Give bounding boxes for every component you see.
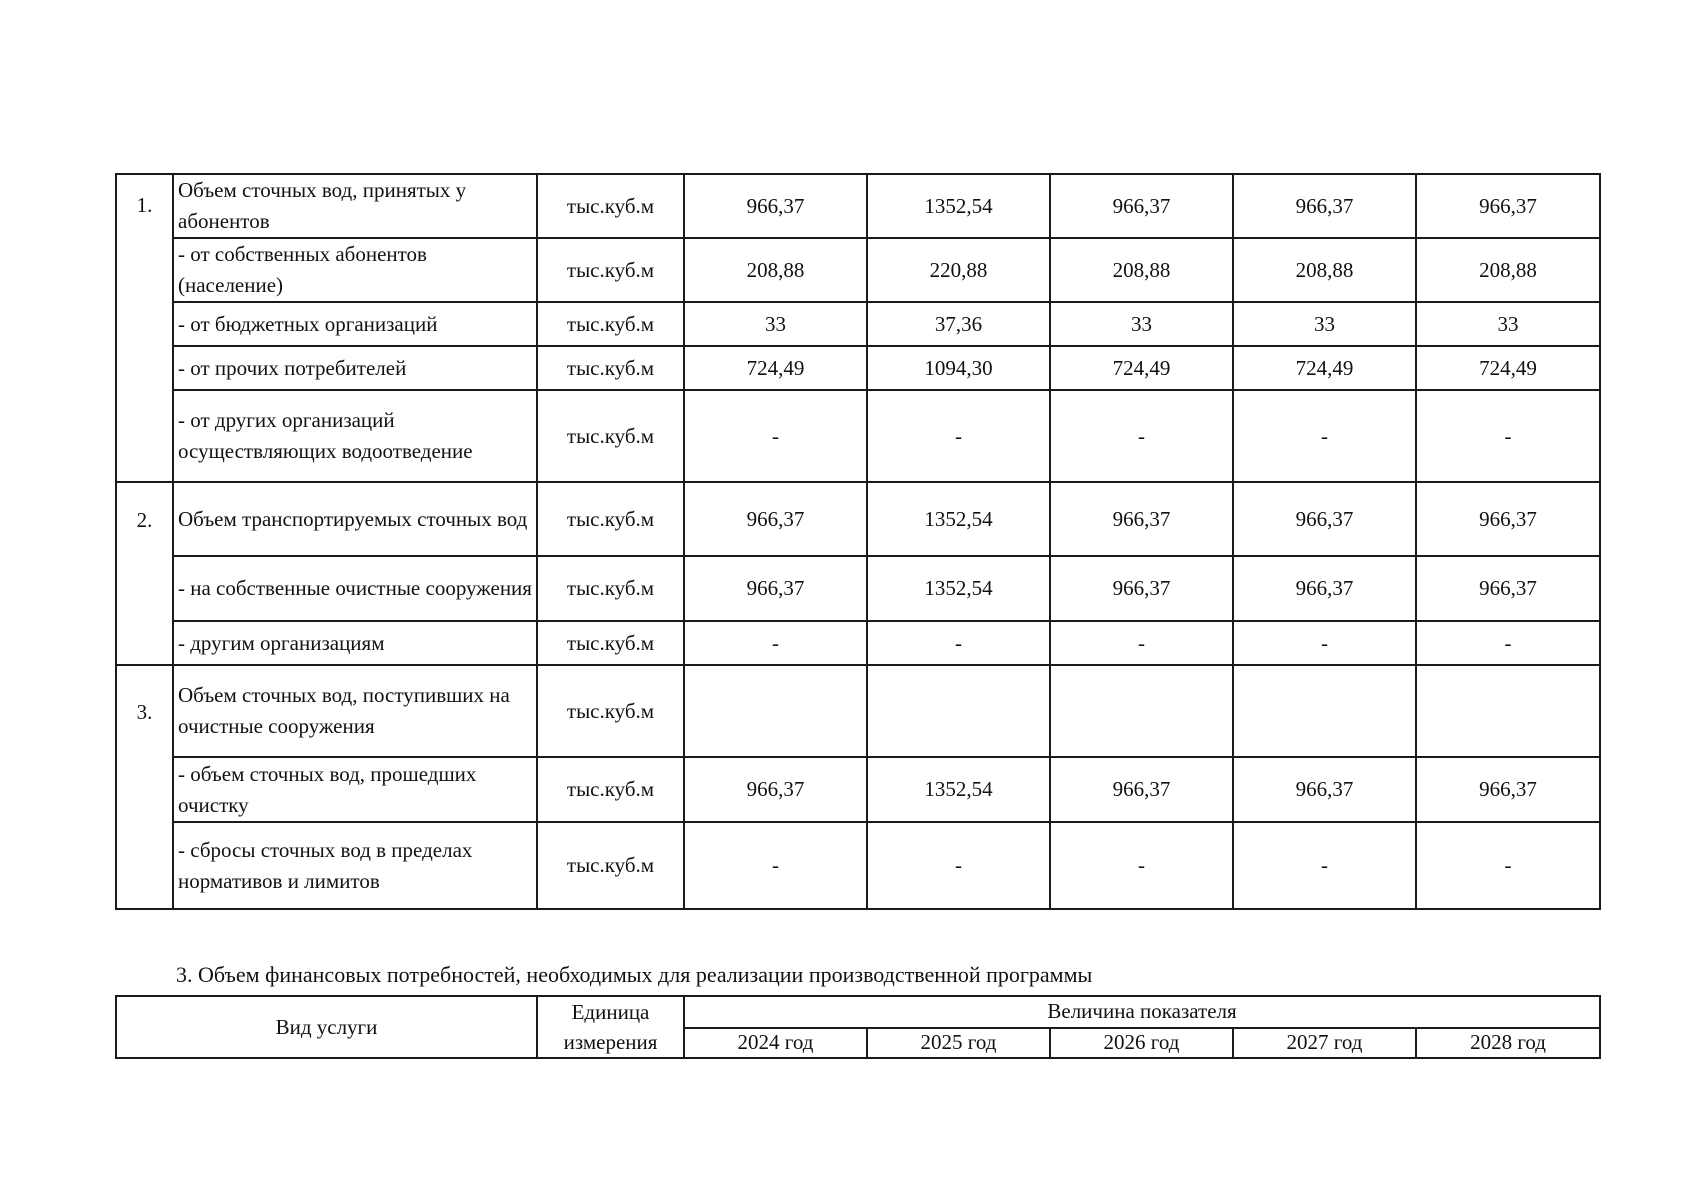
indicator-name: - на собственные очистные сооружения <box>173 556 537 621</box>
indicator-name: Объем сточных вод, поступивших на очистные сооружения <box>173 665 537 757</box>
unit-cell: тыс.куб.м <box>537 621 684 665</box>
value-cell <box>1050 665 1233 757</box>
value-cell: - <box>867 390 1050 482</box>
indicator-name: - от других организаций осуществляющих водоотведение <box>173 390 537 482</box>
unit-cell: тыс.куб.м <box>537 665 684 757</box>
unit-cell: тыс.куб.м <box>537 390 684 482</box>
unit-cell: тыс.куб.м <box>537 482 684 556</box>
value-cell: - <box>1050 621 1233 665</box>
indicator-name: - объем сточных вод, прошедших очистку <box>173 757 537 822</box>
value-cell: - <box>1233 390 1416 482</box>
indicator-name: - от собственных абонентов (население) <box>173 238 537 302</box>
value-cell: 966,37 <box>1233 174 1416 238</box>
indicator-name: - другим организациям <box>173 621 537 665</box>
indicator-name: - от бюджетных организаций <box>173 302 537 346</box>
value-cell: 966,37 <box>684 556 867 621</box>
table-row <box>116 621 1600 665</box>
value-cell: - <box>1416 621 1600 665</box>
unit-cell: тыс.куб.м <box>537 346 684 390</box>
value-cell: 208,88 <box>1233 238 1416 302</box>
year-header: 2027 год <box>1233 1028 1416 1059</box>
indicator-value-header: Величина показателя <box>684 996 1600 1028</box>
year-header: 2025 год <box>867 1028 1050 1059</box>
table-row <box>116 346 1600 390</box>
year-header: 2028 год <box>1416 1028 1600 1059</box>
value-cell: 966,37 <box>1050 174 1233 238</box>
value-cell: - <box>684 621 867 665</box>
value-cell: 966,37 <box>1233 482 1416 556</box>
unit-cell: тыс.куб.м <box>537 556 684 621</box>
value-cell: 33 <box>684 302 867 346</box>
row-number: 3. <box>116 665 173 909</box>
value-cell: 966,37 <box>684 174 867 238</box>
value-cell: 220,88 <box>867 238 1050 302</box>
value-cell: - <box>1050 390 1233 482</box>
value-cell: 1094,30 <box>867 346 1050 390</box>
value-cell: 724,49 <box>1050 346 1233 390</box>
value-cell: 966,37 <box>1416 757 1600 822</box>
unit-header: Единица измерения <box>537 996 684 1058</box>
value-cell: 724,49 <box>1233 346 1416 390</box>
value-cell: 1352,54 <box>867 556 1050 621</box>
table-row <box>116 238 1600 302</box>
table-row <box>116 390 1600 482</box>
wastewater-volume-table <box>115 173 1601 910</box>
value-cell <box>684 665 867 757</box>
year-header: 2026 год <box>1050 1028 1233 1059</box>
value-cell: 724,49 <box>684 346 867 390</box>
value-cell: - <box>867 822 1050 909</box>
finance-section-caption: 3. Объем финансовых потребностей, необходимых для реализации производственной программы <box>176 962 1093 987</box>
value-cell: - <box>867 621 1050 665</box>
value-cell: 1352,54 <box>867 482 1050 556</box>
value-cell: 208,88 <box>684 238 867 302</box>
table-row <box>116 556 1600 621</box>
value-cell <box>1233 665 1416 757</box>
value-cell: - <box>1233 822 1416 909</box>
unit-cell: тыс.куб.м <box>537 302 684 346</box>
table-row <box>116 302 1600 346</box>
value-cell: 1352,54 <box>867 174 1050 238</box>
table-row <box>116 665 1600 757</box>
value-cell: 724,49 <box>1416 346 1600 390</box>
value-cell: 966,37 <box>1050 757 1233 822</box>
value-cell: 208,88 <box>1416 238 1600 302</box>
value-cell: 37,36 <box>867 302 1050 346</box>
finance-needs-table <box>115 995 1601 1059</box>
indicator-name: Объем транспортируемых сточных вод <box>173 482 537 556</box>
value-cell: 966,37 <box>1233 757 1416 822</box>
value-cell: - <box>1050 822 1233 909</box>
value-cell: 966,37 <box>1050 556 1233 621</box>
value-cell: 966,37 <box>1416 174 1600 238</box>
indicator-name: - от прочих потребителей <box>173 346 537 390</box>
finance-header-row-1 <box>116 996 1600 1028</box>
value-cell: 33 <box>1233 302 1416 346</box>
service-type-header: Вид услуги <box>116 996 537 1058</box>
value-cell: 1352,54 <box>867 757 1050 822</box>
table-row <box>116 757 1600 822</box>
value-cell: 208,88 <box>1050 238 1233 302</box>
unit-cell: тыс.куб.м <box>537 757 684 822</box>
value-cell: 966,37 <box>684 482 867 556</box>
row-number: 1. <box>116 174 173 482</box>
unit-cell: тыс.куб.м <box>537 822 684 909</box>
value-cell: - <box>1416 390 1600 482</box>
indicator-name: Объем сточных вод, принятых у абонентов <box>173 174 537 238</box>
value-cell <box>1416 665 1600 757</box>
value-cell: 33 <box>1050 302 1233 346</box>
value-cell: 966,37 <box>1416 482 1600 556</box>
value-cell: 966,37 <box>684 757 867 822</box>
indicator-name: - сбросы сточных вод в пределах нормативов и лимитов <box>173 822 537 909</box>
value-cell <box>867 665 1050 757</box>
value-cell: - <box>1233 621 1416 665</box>
unit-cell: тыс.куб.м <box>537 238 684 302</box>
value-cell: 966,37 <box>1233 556 1416 621</box>
table-row <box>116 822 1600 909</box>
row-number: 2. <box>116 482 173 665</box>
table-row <box>116 482 1600 556</box>
value-cell: 33 <box>1416 302 1600 346</box>
table-row <box>116 174 1600 238</box>
year-header: 2024 год <box>684 1028 867 1059</box>
value-cell: 966,37 <box>1416 556 1600 621</box>
value-cell: - <box>1416 822 1600 909</box>
value-cell: - <box>684 822 867 909</box>
value-cell: 966,37 <box>1050 482 1233 556</box>
value-cell: - <box>684 390 867 482</box>
unit-cell: тыс.куб.м <box>537 174 684 238</box>
